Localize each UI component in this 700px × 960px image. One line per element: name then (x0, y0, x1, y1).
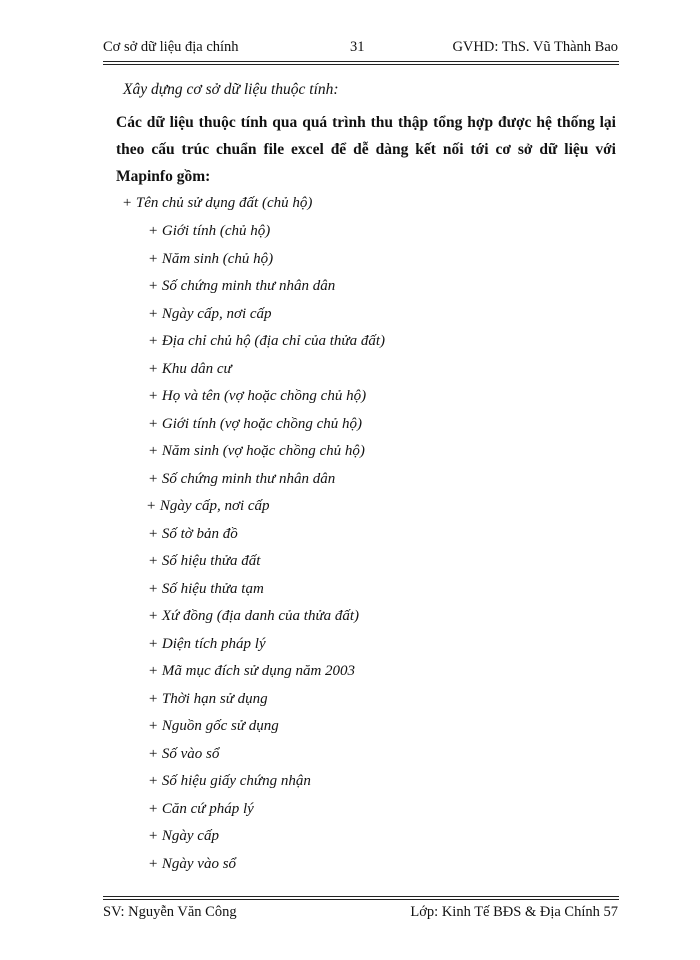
page-footer (103, 904, 618, 924)
list-item: + Mã mục đích sử dụng năm 2003 (148, 663, 356, 679)
list-item: + Ngày cấp, nơi cấp (148, 306, 272, 322)
footer-rule (103, 896, 619, 900)
list-item: + Năm sinh (chủ hộ) (148, 251, 274, 267)
list-item: + Ngày cấp (148, 828, 219, 844)
list-item: + Năm sinh (vợ hoặc chồng chủ hộ) (148, 443, 365, 459)
list-item: + Xứ đồng (địa danh của thửa đất) (148, 608, 360, 624)
list-item: + Ngày cấp, nơi cấp (146, 498, 270, 514)
intro-line: theo cấu trúc chuẩn file excel để dễ dàng kết nối tới cơ sở dữ liệu với (116, 141, 616, 158)
list-item: + Số hiệu thửa đất (148, 553, 261, 569)
main-list-item: + Tên chủ sử dụng đất (chủ hộ) (122, 195, 313, 211)
intro-line: Mapinfo gồm: (116, 168, 211, 185)
list-item: + Căn cứ pháp lý (148, 801, 254, 817)
list-item: + Họ và tên (vợ hoặc chồng chủ hộ) (148, 388, 367, 404)
list-item: + Thời hạn sử dụng (148, 691, 268, 707)
list-item: + Số tờ bản đồ (148, 526, 238, 542)
list-item: + Số vào sổ (148, 746, 220, 762)
list-item: + Số chứng minh thư nhân dân (148, 278, 336, 294)
list-item: + Số chứng minh thư nhân dân (148, 471, 336, 487)
list-item: + Ngày vào sổ (148, 856, 237, 872)
footer-class: Lớp: Kinh Tế BĐS & Địa Chính 57 (410, 904, 618, 920)
list-item: + Giới tính (chủ hộ) (148, 223, 271, 239)
header-title: Cơ sở dữ liệu địa chính (103, 39, 239, 55)
list-item: + Địa chỉ chủ hộ (địa chỉ của thửa đất) (148, 333, 386, 349)
section-heading: Xây dựng cơ sở dữ liệu thuộc tính: (123, 81, 339, 98)
list-item: + Khu dân cư (148, 361, 232, 377)
list-item: + Diện tích pháp lý (148, 636, 266, 652)
header-supervisor: GVHD: ThS. Vũ Thành Bao (452, 39, 618, 55)
list-item: + Nguồn gốc sử dụng (148, 718, 279, 734)
list-item: + Số hiệu thửa tạm (148, 581, 264, 597)
list-item: + Số hiệu giấy chứng nhận (148, 773, 311, 789)
intro-line: Các dữ liệu thuộc tính qua quá trình thu thập tổng hợp được hệ thống lại (116, 114, 616, 131)
footer-student: SV: Nguyễn Văn Công (103, 904, 237, 920)
list-item: + Giới tính (vợ hoặc chồng chủ hộ) (148, 416, 363, 432)
page-number: 31 (350, 39, 365, 55)
